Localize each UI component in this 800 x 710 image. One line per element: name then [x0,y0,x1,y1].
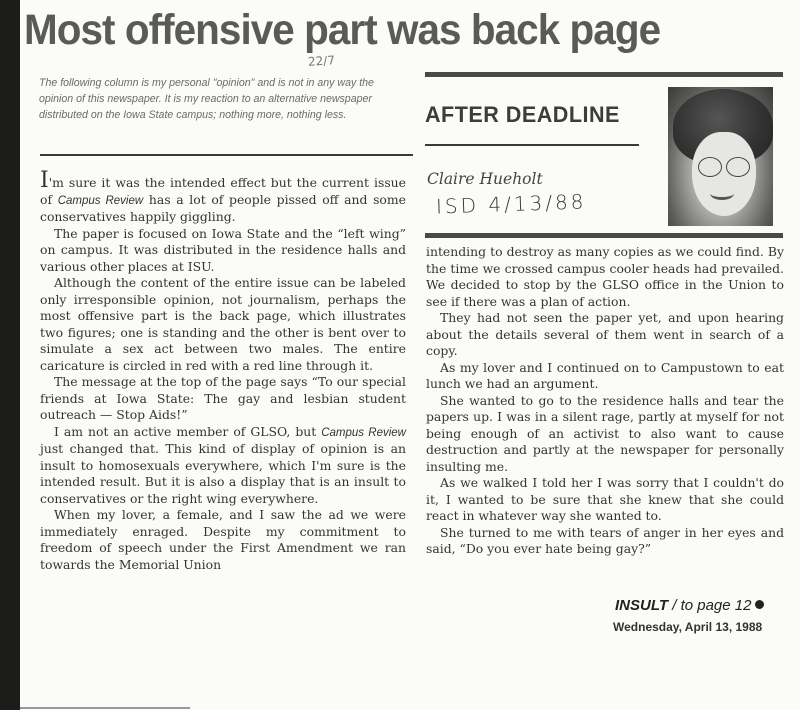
continued-on-jump [615,597,764,614]
disclaimer-text: The following column is my personal "opinion" and is not in any way the opinion of this newspaper. It is my reaction to an alternative newspaper distributed on the Iowa State campus; nothing more, nothing less. [39,77,374,121]
paragraph: She wanted to go to the residence halls and tear the papers up. I was in a silent rage, partly at myself for not being enough of an activist to also want to cause destruction and partly at the newspaper for personally insulting me. [426,392,784,474]
section-title: AFTER DEADLINE [425,102,620,127]
divider-disclaimer [40,154,413,156]
bullet-icon [755,600,764,609]
photo-smile [710,187,734,200]
handwritten-date-note: ISD 4/13/88 [435,189,587,219]
drop-cap: I [40,168,49,193]
paragraph [40,424,406,508]
jump-target: / to page 12 [668,597,752,614]
paragraph [40,168,406,226]
photo-glasses [698,157,722,177]
paragraph: They had not seen the paper yet, and upon hearing about the details several of them went in search of a copy. [426,310,784,358]
photo-glasses [726,157,750,177]
headline: Most offensive part was back page [24,6,661,54]
paragraph: The paper is focused on Iowa State and the “left wing” on campus. It was distributed in the residence halls and various other places at ISU. [40,225,406,274]
paragraph: The message at the top of the page says “To our special friends at Iowa State: The gay and lesbian student outreach — Stop Aids!” [40,374,406,422]
article-column-right [426,244,784,558]
article-column-left [40,168,406,573]
scan-edge [0,0,20,710]
paragraph-text: 'm sure it was the intended effect but the current issue of [40,175,406,207]
byline: Claire Hueholt [427,170,543,188]
paragraph: When my lover, a female, and I saw the ad we were immediately enraged. Despite my commitment to freedom of speech under the First Amendment we ran towards the Memorial Union [40,507,406,572]
scan-bottom-edge [20,707,190,709]
dateline: Wednesday, April 13, 1988 [613,620,763,634]
paragraph-text: I am not an active member of GLSO, but [54,423,322,439]
jump-keyword: INSULT [615,597,669,614]
publication-name: Campus Review [57,194,144,207]
author-photo [668,87,773,226]
publication-name: Campus Review [321,426,406,439]
paragraph: Although the content of the entire issue can be labeled only irresponsible opinion, not journalism, perhaps the most offensive part is the back page, which illustrates two figures; one is standing and the other is bent over to simulate a sex act between two males. The entire caricature is circled in red with a red line through it. [40,275,406,373]
paragraph: She turned to me with tears of anger in her eyes and said, “Do you ever hate being gay?” [426,524,784,556]
paragraph: As my lover and I continued on to Campustown to eat lunch we had an argument. [426,359,784,391]
paragraph: intending to destroy as many copies as we could find. By the time we crossed campus cooler heads had prevailed. We decided to stop by the GLSO office in the Union to see if there was a plan of action. [426,244,784,309]
divider-bottom-thick [425,233,783,238]
divider-section [425,144,639,146]
paragraph: As we walked I told her I was sorry that I couldn't do it, I wanted to be sure that she knew that she could react in whatever way she wanted to. [426,475,784,523]
handwritten-margin-note: 22/7 [307,53,336,69]
paragraph-text: just changed that. This kind of display of opinion is an insult to homosexuals everywhere, which I'm sure is the intended result. But it is also a display that is an insult to conservatives or the right wing everywhere. [40,441,406,506]
divider-top-thick [425,72,783,77]
paragraph-text: has a lot of people pissed off and some conservatives happily giggling. [40,191,406,224]
